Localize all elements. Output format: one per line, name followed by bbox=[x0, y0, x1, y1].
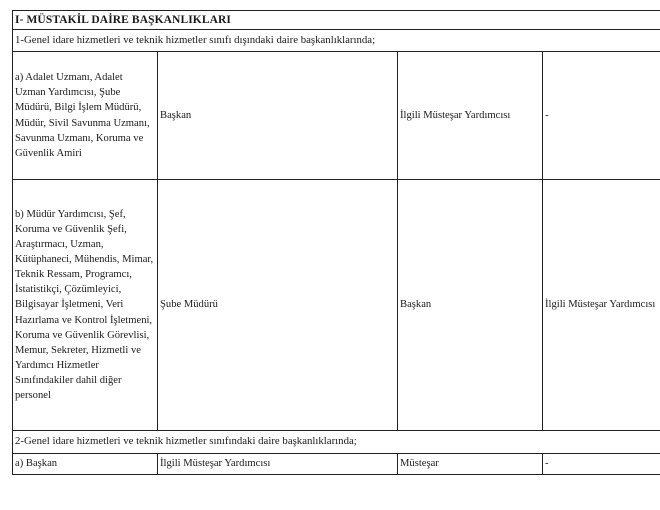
first-supervisor-cell: Şube Müdürü bbox=[158, 180, 398, 431]
table-row bbox=[13, 180, 660, 431]
table-row bbox=[13, 52, 660, 180]
third-supervisor-cell: - bbox=[543, 454, 660, 475]
first-supervisor-cell: Başkan bbox=[158, 52, 398, 180]
group-1-title: 1-Genel idare hizmetleri ve teknik hizmetler sınıfı dışındaki daire başkanlıklarında; bbox=[13, 30, 660, 52]
section-title: I- MÜSTAKİL DAİRE BAŞKANLIKLARI bbox=[13, 11, 660, 30]
second-supervisor-cell: İlgili Müsteşar Yardımcısı bbox=[398, 52, 543, 180]
document-page bbox=[12, 10, 660, 475]
authority-table bbox=[12, 10, 660, 475]
first-supervisor-cell: İlgili Müsteşar Yardımcısı bbox=[158, 454, 398, 475]
second-supervisor-cell: Başkan bbox=[398, 180, 543, 431]
personnel-cell: a) Başkan bbox=[13, 454, 158, 475]
personnel-cell: a) Adalet Uzmanı, Adalet Uzman Yardımcısı, Şube Müdürü, Bilgi İşlem Müdürü, Müdür, Sivil Savunma Uzmanı, Savunma Uzmanı, Koruma ve Güvenlik Amiri bbox=[13, 52, 158, 180]
table-row bbox=[13, 454, 660, 475]
personnel-cell: b) Müdür Yardımcısı, Şef, Koruma ve Güvenlik Şefi, Araştırmacı, Uzman, Kütüphaneci, Mühendis, Mimar, Teknik Ressam, Programcı, İstatistikçi, Çözümleyici, Bilgisayar İşletmeni, Veri Hazırlama ve Kontrol İşletmeni, Koruma ve Güvenlik Görevlisi, Memur, Sekreter, Hizmetli ve Yardımcı Hizmetler Sınıfındakiler dahil diğer personel bbox=[13, 180, 158, 431]
third-supervisor-cell: - bbox=[543, 52, 660, 180]
second-supervisor-cell: Müsteşar bbox=[398, 454, 543, 475]
group-2-title: 2-Genel idare hizmetleri ve teknik hizmetler sınıfındaki daire başkanlıklarında; bbox=[13, 431, 660, 454]
third-supervisor-cell: İlgili Müsteşar Yardımcısı bbox=[543, 180, 660, 431]
